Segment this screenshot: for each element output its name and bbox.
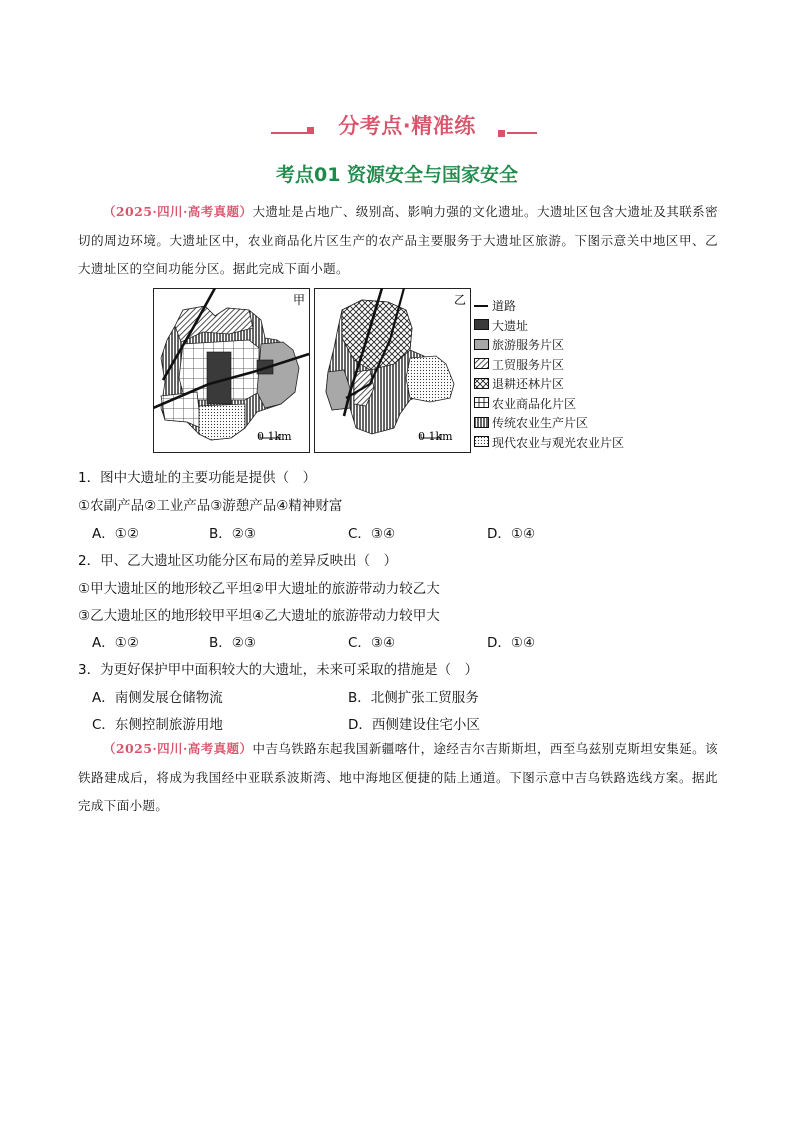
q1-option-b[interactable]: B．②③ (209, 526, 256, 542)
question-1-stem: 1．图中大遗址的主要功能是提供（ ） (78, 470, 317, 486)
banner-line-left (271, 132, 307, 134)
banner-square-icon (307, 127, 314, 134)
legend-item: 现代农业与观光农业片区 (474, 433, 624, 453)
q3-option-b[interactable]: B．北侧扩张工贸服务 (348, 690, 479, 706)
map-label-jia: 甲 (293, 293, 306, 307)
scale-bar-yi (418, 430, 453, 443)
legend-item: 传统农业生产片区 (474, 413, 624, 433)
question-3-stem: 3．为更好保护甲中面积较大的大遗址，未来可采取的措施是（ ） (78, 662, 479, 678)
q2-option-b[interactable]: B．②③ (209, 635, 256, 651)
banner-title: 分考点·精准练 (338, 114, 476, 138)
header-banner (0, 110, 794, 144)
legend-item: 农业商品化片区 (474, 394, 624, 414)
q2-option-d[interactable]: D．①④ (487, 635, 536, 651)
passage-2 (78, 735, 718, 821)
map-jia (153, 288, 310, 453)
q1-option-a[interactable]: A．①② (92, 526, 139, 542)
scale-bar-jia (257, 430, 292, 443)
section-title: 考点01 资源安全与国家安全 (275, 164, 519, 186)
dark-swatch-icon (474, 319, 490, 331)
banner-square-icon (498, 130, 505, 137)
svg-text:0 1km: 0 1km (257, 430, 292, 443)
q3-option-d[interactable]: D．西侧建设住宅小区 (348, 717, 480, 733)
map-label-yi: 乙 (454, 293, 467, 307)
legend-item: 旅游服务片区 (474, 335, 624, 355)
q3-option-c[interactable]: C．东侧控制旅游用地 (92, 717, 223, 733)
function-zone-maps (153, 288, 471, 453)
legend-item: 工贸服务片区 (474, 355, 624, 375)
q1-option-c[interactable]: C．③④ (348, 526, 396, 542)
road-swatch-icon (474, 305, 488, 307)
q3-option-a[interactable]: A．南侧发展仓储物流 (92, 690, 223, 706)
grid-swatch-icon (474, 397, 490, 409)
cross-swatch-icon (474, 378, 490, 390)
passage-source: （2025·四川·高考真题） (103, 204, 253, 219)
svg-text:0 1km: 0 1km (418, 430, 453, 443)
vert-swatch-icon (474, 417, 490, 429)
q1-option-d[interactable]: D．①④ (487, 526, 536, 542)
passage-text: 中吉乌铁路东起我国新疆喀什，途经吉尔吉斯斯坦，西至乌兹别克斯坦安集延。该铁路建成后，将成为我国经中亚联系波斯湾、地中海地区便捷的陆上通道。下图示意中吉乌铁路选线方案。据此完成下面小题。 (78, 741, 718, 813)
diag-swatch-icon (474, 358, 490, 370)
map-legend (474, 296, 624, 452)
q2-option-a[interactable]: A．①② (92, 635, 139, 651)
q2-option-c[interactable]: C．③④ (348, 635, 396, 651)
banner-line-right (507, 132, 537, 134)
legend-item: 道路 (474, 296, 624, 316)
question-2-stem: 2．甲、乙大遗址区功能分区布局的差异反映出（ ） (78, 553, 398, 569)
question-2-statement-line: ①甲大遗址区的地形较乙平坦②甲大遗址的旅游带动力较乙大 (78, 581, 440, 597)
question-1-statements: ①农副产品②工业产品③游憩产品④精神财富 (78, 498, 343, 514)
map-yi (315, 288, 471, 453)
legend-item: 大遗址 (474, 316, 624, 336)
legend-item: 退耕还林片区 (474, 374, 624, 394)
passage-source: （2025·四川·高考真题） (103, 741, 253, 756)
question-2-statement-line: ③乙大遗址区的地形较甲平坦④乙大遗址的旅游带动力较甲大 (78, 608, 440, 624)
dots-swatch-icon (474, 436, 490, 448)
passage-text: 大遗址是占地广、级别高、影响力强的文化遗址。大遗址区包含大遗址及其联系密切的周边环境。大遗址区中，农业商品化片区生产的农产品主要服务于大遗址区旅游。下图示意关中地区甲、乙大遗址区的空间功能分区。据此完成下面小题。 (78, 204, 718, 276)
gray-swatch-icon (474, 339, 490, 351)
passage-1 (78, 198, 718, 284)
